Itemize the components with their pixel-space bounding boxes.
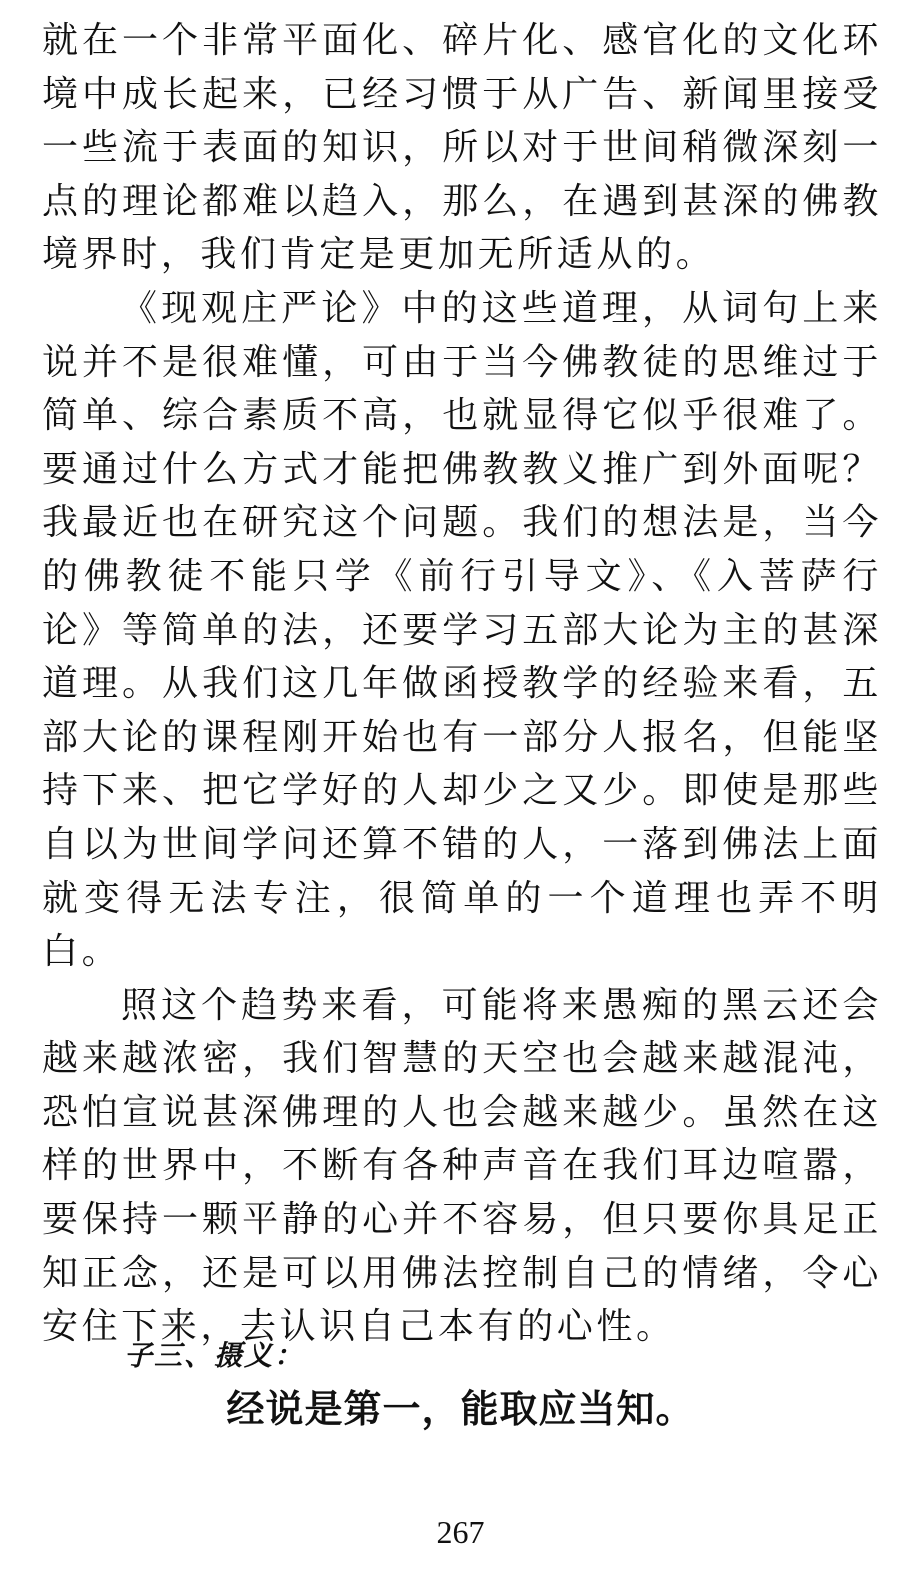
verse-line: 经说是第一，能取应当知。: [226, 1387, 695, 1431]
page-number: 267: [436, 1514, 485, 1550]
paragraph-2: 《现观庄严论》中的这些道理，从词句上来说并不是很难懂，可由于当今佛教徒的思维过于简单、综合素质不高，也就显得它似乎很难了。要通过什么方式才能把佛教教义推广到外面呢？我最近也在研究这个问题。我们的想法是，当今的佛教徒不能只学《前行引导文》、《入菩萨行论》等简单的法，还要学习五部大论为主的甚深道理。从我们这几年做函授教学的经验来看，五部大论的课程刚开始也有一部分人报名，但能坚持下来、把它学好的人却少之又少。即使是那些自以为世间学问还算不错的人，一落到佛法上面就变得无法专注，很简单的一个道理也弄不明白。: [42, 287, 882, 973]
paragraph-3: 照这个趋势来看，可能将来愚痴的黑云还会越来越浓密，我们智慧的天空也会越来越混沌，恐怕宣说甚深佛理的人也会越来越少。虽然在这样的世界中，不断有各种声音在我们耳边喧嚣，要保持一颗平静的心并不容易，但只要你具足正知正念，还是可以用佛法控制自己的情绪，令心安住下来，去认识自己本有的心性。: [42, 984, 882, 1348]
paragraph-1: 就在一个非常平面化、碎片化、感官化的文化环境中成长起来，已经习惯于从广告、新闻里接受一些流于表面的知识，所以对于世间稍微深刻一点的理论都难以趋入，那么，在遇到甚深的佛教境界时，我们肯定是更加无所适从的。: [42, 20, 882, 276]
body-text: [42, 14, 882, 1354]
section-heading: 子三、摄义：: [124, 1339, 305, 1372]
